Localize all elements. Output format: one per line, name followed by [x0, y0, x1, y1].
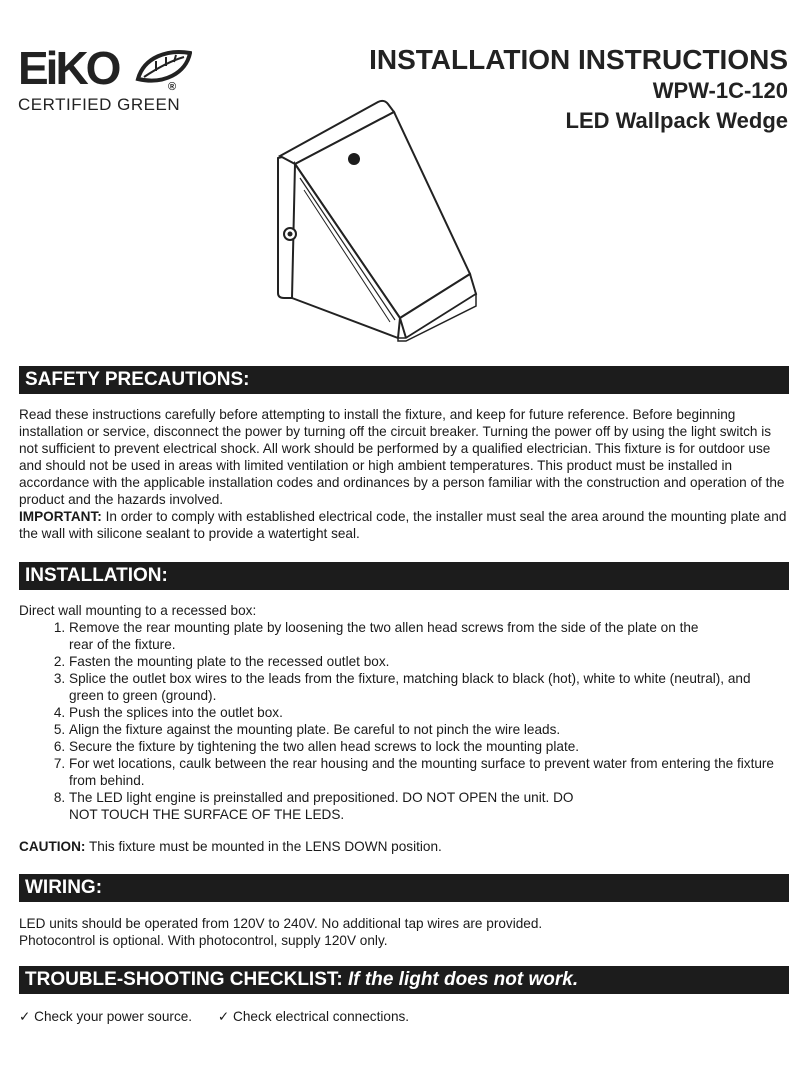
safety-heading: SAFETY PRECAUTIONS: — [25, 369, 250, 390]
installation-heading: INSTALLATION: — [25, 565, 168, 586]
troubleshooting-heading: TROUBLE-SHOOTING CHECKLIST: — [25, 969, 343, 990]
leaf-icon — [134, 47, 192, 87]
list-item: 8. The LED light engine is preinstalled and prepositioned. DO NOT OPEN the unit. DO NOT TOUCH THE SURFACE OF THE LEDS. — [69, 789, 789, 823]
troubleshooting-subheading: If the light does not work. — [348, 969, 579, 990]
wiring-text — [19, 915, 789, 949]
list-item: 3. Splice the outlet box wires to the leads from the fixture, matching black to black (hot), white to white (neutral), and green to green (ground). — [69, 670, 789, 704]
important-note — [19, 508, 789, 542]
installation-heading-bar — [19, 562, 789, 590]
important-text: In order to comply with established electrical code, the installer must seal the area around the mounting plate and the wall with silicone sealant to provide a watertight seal. — [19, 509, 787, 541]
safety-body: Read these instructions carefully before attempting to install the fixture, and keep for future reference. Before beginning installation or service, disconnect the power by turning off the circuit breaker. Turning the power off by using the light switch is not sufficient to prevent electrical shock. All work should be performed by a qualified electrician. This fixture is for outdoor use and should not be used in areas with limited ventilation or high ambient temperatures. This product must be installed in accordance with the applicable installation codes and ordinances by a person familiar with the construction and operation of the product and the hazards involved. — [19, 407, 785, 507]
checklist-item: ✓ Check your power source. — [19, 1009, 193, 1024]
checklist-item: ✓ Check electrical connections. — [217, 1009, 410, 1024]
safety-text — [19, 406, 789, 542]
model-number: WPW-1C-120 — [652, 78, 788, 103]
installation-text — [19, 602, 789, 855]
caution-text: This fixture must be mounted in the LENS DOWN position. — [85, 839, 442, 854]
installation-intro: Direct wall mounting to a recessed box: — [19, 603, 257, 618]
product-name: LED Wallpack Wedge — [565, 108, 788, 133]
installation-steps — [19, 619, 789, 823]
wiring-line-1: LED units should be operated from 120V to 240V. No additional tap wires are provided. — [19, 916, 543, 931]
wiring-heading-bar — [19, 874, 789, 902]
wallpack-fixture-illustration — [270, 98, 490, 343]
safety-heading-bar — [19, 366, 789, 394]
wiring-line-2: Photocontrol is optional. With photocontrol, supply 120V only. — [19, 933, 388, 948]
important-label: IMPORTANT: — [19, 509, 102, 524]
troubleshooting-checklist — [19, 1008, 431, 1025]
logo-tagline: CERTIFIED GREEN — [18, 95, 181, 114]
caution-label: CAUTION: — [19, 839, 86, 854]
registered-mark: ® — [168, 81, 177, 93]
list-item: 7. For wet locations, caulk between the rear housing and the mounting surface to prevent water from entering the fixture from behind. — [69, 755, 789, 789]
logo-wordmark: EiKO — [18, 42, 119, 94]
brand-logo — [18, 42, 188, 125]
list-item: 2. Fasten the mounting plate to the recessed outlet box. — [69, 653, 789, 670]
list-item: 6. Secure the fixture by tightening the two allen head screws to lock the mounting plate. — [69, 738, 789, 755]
troubleshooting-heading-bar — [19, 966, 789, 994]
wiring-heading: WIRING: — [25, 877, 103, 898]
list-item: 1. Remove the rear mounting plate by loosening the two allen head screws from the side of the plate on the rear of the fixture. — [69, 619, 789, 653]
list-item: 4. Push the splices into the outlet box. — [69, 704, 789, 721]
caution-note — [19, 838, 789, 855]
list-item: 5. Align the fixture against the mounting plate. Be careful to not pinch the wire leads. — [69, 721, 789, 738]
page-title: INSTALLATION INSTRUCTIONS — [369, 44, 788, 75]
